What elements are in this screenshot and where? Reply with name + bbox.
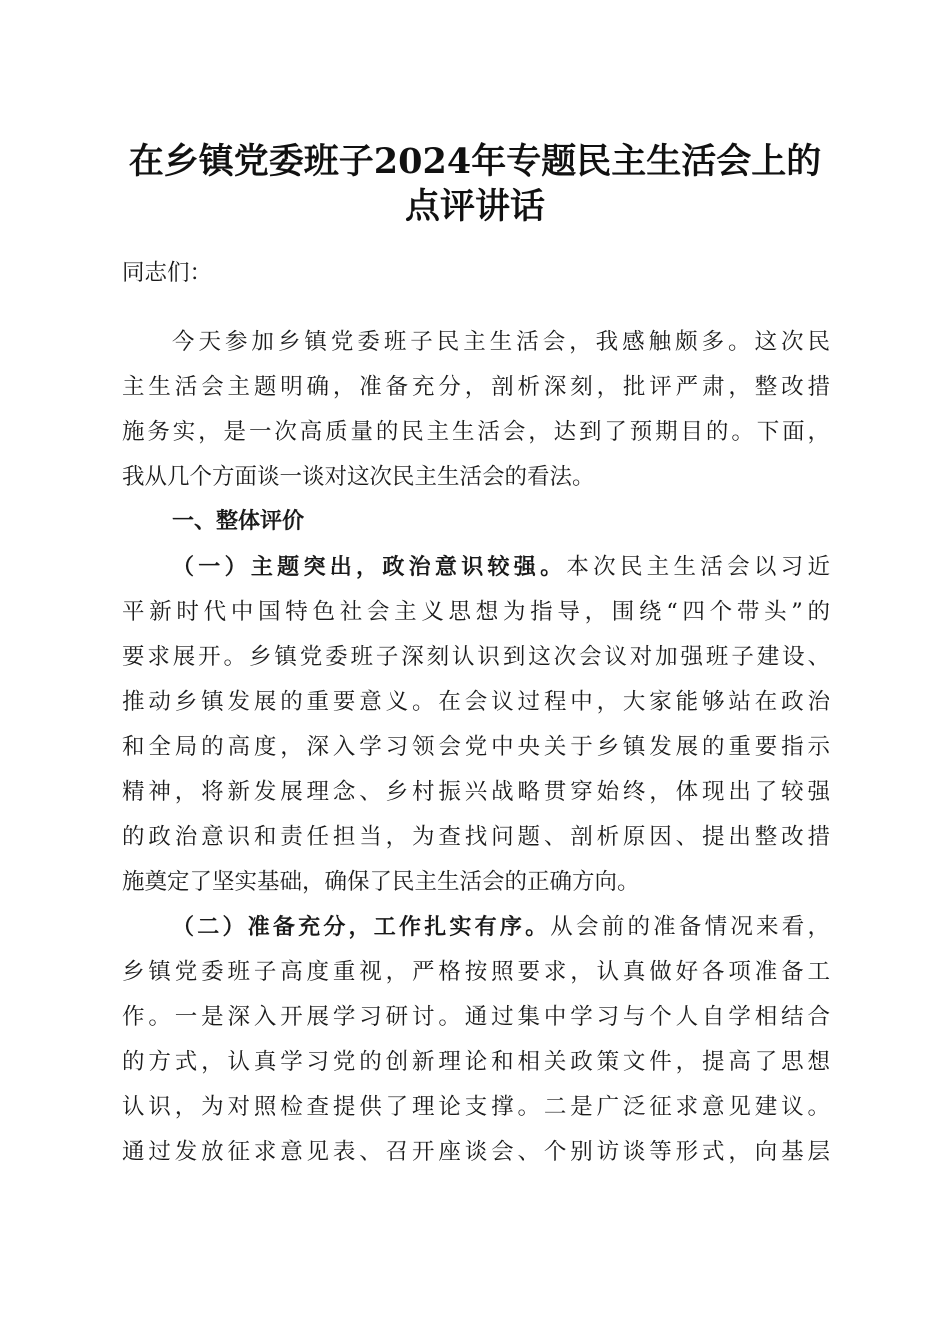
sub1-heading: （一）主题突出，政治意识较强。 <box>172 555 567 580</box>
sub2-first-line <box>172 904 830 950</box>
section-heading-1: 一、整体评价 <box>172 509 305 534</box>
intro-line-3: 施务实，是一次高质量的民主生活会，达到了预期目的。下面， <box>122 419 830 445</box>
document-title-line-2: 点评讲话 <box>404 186 545 227</box>
intro-line-4: 我从几个方面谈一谈对这次民主生活会的看法。 <box>122 464 595 490</box>
sub2-line-4: 的方式，认真学习党的创新理论和相关政策文件，提高了思想 <box>122 1049 830 1075</box>
salutation: 同志们： <box>122 260 213 286</box>
sub1-first-line <box>172 544 830 590</box>
sub2-line-6: 通过发放征求意见表、召开座谈会、个别访谈等形式，向基层 <box>122 1139 830 1165</box>
sub1-line-2: 平新时代中国特色社会主义思想为指导，围绕“四个带头”的 <box>122 599 830 625</box>
sub1-line-5: 和全局的高度，深入学习领会党中央关于乡镇发展的重要指示 <box>122 734 830 760</box>
sub1-first-line-text: 本次民主生活会以习近 <box>566 554 830 580</box>
sub1-line-7: 的政治意识和责任担当，为查找问题、剖析原因、提出整改措 <box>122 824 830 850</box>
sub2-first-line-text: 从会前的准备情况来看， <box>550 914 830 940</box>
document-title-line-1: 在乡镇党委班子2024年专题民主生活会上的 <box>128 141 822 182</box>
sub2-line-3: 作。一是深入开展学习研讨。通过集中学习与个人自学相结合 <box>122 1004 830 1030</box>
intro-line-1: 今天参加乡镇党委班子民主生活会，我感触颇多。这次民 <box>172 329 830 355</box>
sub1-line-4: 推动乡镇发展的重要意义。在会议过程中，大家能够站在政治 <box>122 689 830 715</box>
sub2-heading: （二）准备充分，工作扎实有序。 <box>172 915 551 940</box>
intro-line-2: 主生活会主题明确，准备充分，剖析深刻，批评严肃，整改措 <box>122 374 830 400</box>
sub2-line-2: 乡镇党委班子高度重视，严格按照要求，认真做好各项准备工 <box>122 959 830 985</box>
sub2-line-5: 认识，为对照检查提供了理论支撑。二是广泛征求意见建议。 <box>122 1094 830 1120</box>
sub1-line-8: 施奠定了坚实基础，确保了民主生活会的正确方向。 <box>122 869 640 895</box>
sub1-line-3: 要求展开。乡镇党委班子深刻认识到这次会议对加强班子建设、 <box>122 644 830 670</box>
sub1-line-6: 精神，将新发展理念、乡村振兴战略贯穿始终，体现出了较强 <box>122 779 830 805</box>
